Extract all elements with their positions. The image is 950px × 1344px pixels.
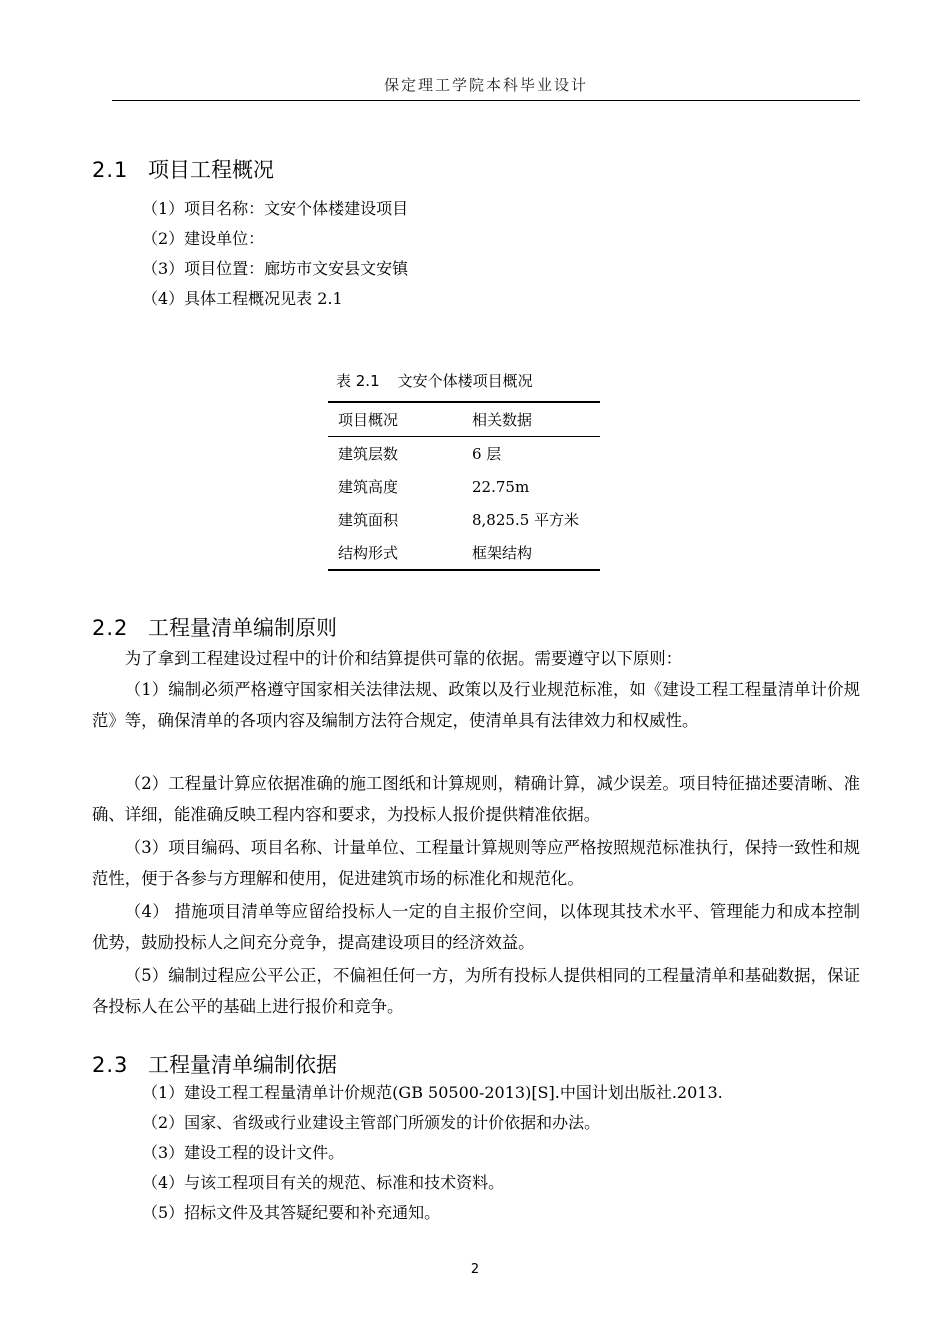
section-number: 2.3 (92, 1053, 129, 1077)
section-title: 工程量清单编制依据 (148, 1053, 337, 1077)
table-cell: 建筑高度 (338, 478, 399, 496)
list-item: （1）项目名称：文安个体楼建设项目 (142, 199, 409, 218)
list-item: （4）具体工程概况见表 2.1 (142, 289, 343, 308)
list-item: （5）招标文件及其答疑纪要和补充通知。 (142, 1203, 441, 1222)
table-cell: 建筑面积 (338, 511, 399, 529)
section-number: 2.1 (92, 158, 129, 182)
paragraph: （5）编制过程应公平公正，不偏袒任何一方，为所有投标人提供相同的工程量清单和基础数据，保证各投标人在公平的基础上进行报价和竞争。 (92, 966, 860, 1016)
table-header-cell: 项目概况 (328, 402, 462, 437)
section-heading-2-3 (92, 1049, 337, 1079)
table-header-row (328, 402, 600, 437)
table-row (328, 437, 600, 471)
paragraph: （2）工程量计算应依据准确的施工图纸和计算规则，精确计算，减少误差。项目特征描述要清晰、准确、详细，能准确反映工程内容和要求，为投标人报价提供精准依据。 (92, 774, 860, 824)
table-row (328, 536, 600, 570)
table-cell: 框架结构 (462, 536, 600, 570)
list-item: （2）建设单位： (142, 229, 265, 248)
table-caption (336, 370, 533, 391)
section-number: 2.2 (92, 616, 129, 640)
reference-list (142, 1078, 723, 1228)
table-cell: 建筑层数 (338, 445, 399, 463)
section-heading-2-2 (92, 612, 337, 642)
table-row (328, 503, 600, 536)
section-heading-2-1 (92, 154, 274, 184)
paragraph: （3）项目编码、项目名称、计量单位、工程量计算规则等应严格按照规范标准执行，保持一致性和规范性，便于各参与方理解和使用，促进建筑市场的标准化和规范化。 (92, 838, 860, 888)
section-title: 工程量清单编制原则 (148, 616, 337, 640)
list-item: （3）项目位置：廊坊市文安县文安镇 (142, 259, 409, 278)
section-title: 项目工程概况 (148, 158, 274, 182)
paragraph-intro: 为了拿到工程建设过程中的计价和结算提供可靠的依据。需要遵守以下原则： (124, 649, 683, 668)
list-item: （2）国家、省级或行业建设主管部门所颁发的计价依据和办法。 (142, 1113, 601, 1132)
page-header: 保定理工学院本科毕业设计 (383, 76, 588, 94)
table-cell: 6 层 (472, 445, 502, 463)
table-caption-text: 文安个体楼项目概况 (397, 372, 533, 390)
paragraph: （1）编制必须严格遵守国家相关法律法规、政策以及行业规范标准，如《建设工程工程量清单计价规范》等，确保清单的各项内容及编制方法符合规定，使清单具有法律效力和权威性。 (92, 680, 860, 730)
paragraph: （4） 措施项目清单等应留给投标人一定的自主报价空间，以体现其技术水平、管理能力和成本控制优势，鼓励投标人之间充分竞争，提高建设项目的经济效益。 (92, 902, 860, 952)
list-item: （4）与该工程项目有关的规范、标准和技术资料。 (142, 1173, 505, 1192)
table-caption-number: 表 2.1 (336, 372, 380, 390)
table-cell: 结构形式 (328, 536, 462, 570)
list-item: （1）建设工程工程量清单计价规范(GB 50500-2013)[S].中国计划出版社.2013. (142, 1083, 723, 1102)
header-rule (112, 100, 860, 101)
table-cell: 22.75m (472, 477, 530, 496)
page-number: 2 (470, 1262, 480, 1277)
table-row (328, 470, 600, 503)
table-header-cell: 相关数据 (462, 402, 600, 437)
list-item: （3）建设工程的设计文件。 (142, 1143, 345, 1162)
overview-table (328, 401, 600, 571)
table-cell: 8,825.5 平方米 (472, 511, 580, 529)
